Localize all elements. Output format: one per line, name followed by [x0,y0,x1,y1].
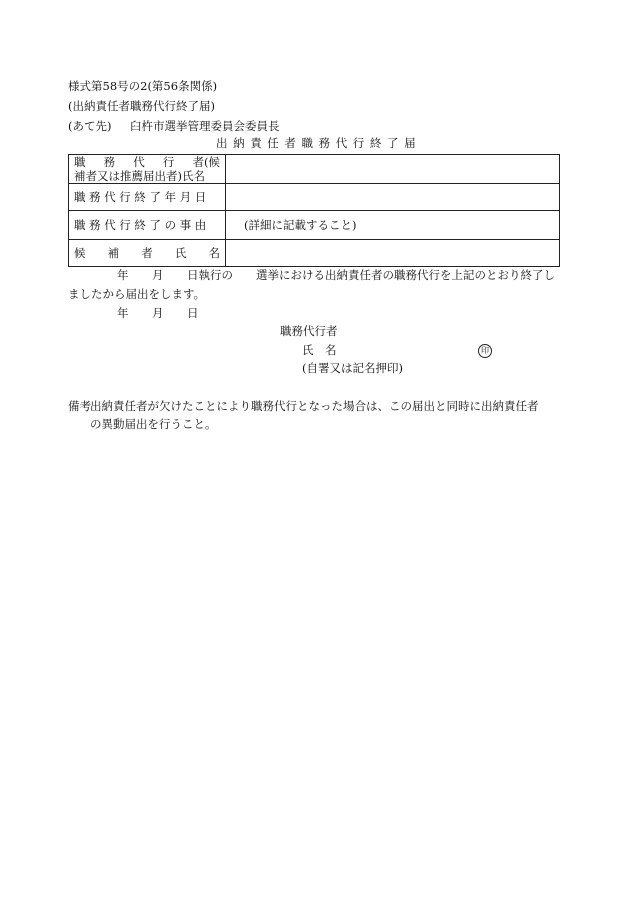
form-number: 様式第58号の2(第56条関係) [68,79,218,93]
form-title: 出納責任者職務代行終了届 [216,136,422,150]
candidate-name-field[interactable] [226,240,560,267]
end-reason-label: 職務代行終了の事由 [69,211,226,240]
signature-role: 職務代行者 [280,324,338,338]
table-row [69,184,560,211]
end-date-label: 職務代行終了年月日 [69,184,226,211]
body-day-executed: 日執行の [187,268,233,282]
body-sentence: 選挙における出納責任者の職務代行を上記のとおり終了し [256,268,555,282]
form-name: (出納責任者職務代行終了届) [68,99,215,113]
table-row [69,240,560,267]
body-sentence-cont: ましたから届出をします。 [68,287,206,301]
deputy-name-field[interactable] [226,155,560,184]
date-month: 月 [152,306,164,320]
candidate-name-label: 候 補 者 氏 名 [69,240,226,267]
signature-note: (自署又は記名押印) [302,361,403,375]
label-line-2: 補者又は推薦届出者)氏名 [74,169,205,183]
end-reason-field[interactable]: (詳細に記載すること) [226,211,560,240]
date-day: 日 [187,306,199,320]
table-row [69,155,560,184]
signature-name-label: 氏 名 [302,343,337,357]
candidate-representative-label [69,155,226,184]
addressee-label: (あて先) [68,119,112,133]
table-row [69,211,560,240]
body-month: 月 [152,268,164,282]
remarks-text-2: の異動届出を行うこと。 [90,417,217,431]
addressee: 臼杵市選挙管理委員会委員長 [130,119,280,133]
date-year: 年 [117,306,129,320]
remarks-label: 備考 [68,399,91,413]
end-date-field[interactable] [226,184,560,211]
label-line-1: 職 務 代 行 者(候 [74,155,220,169]
remarks-text-1: 出納責任者が欠けたことにより職務代行となった場合は、この届出と同時に出納責任者 [90,399,539,413]
seal-mark: 印 [478,344,492,358]
body-year: 年 [117,268,129,282]
report-table [68,154,560,267]
